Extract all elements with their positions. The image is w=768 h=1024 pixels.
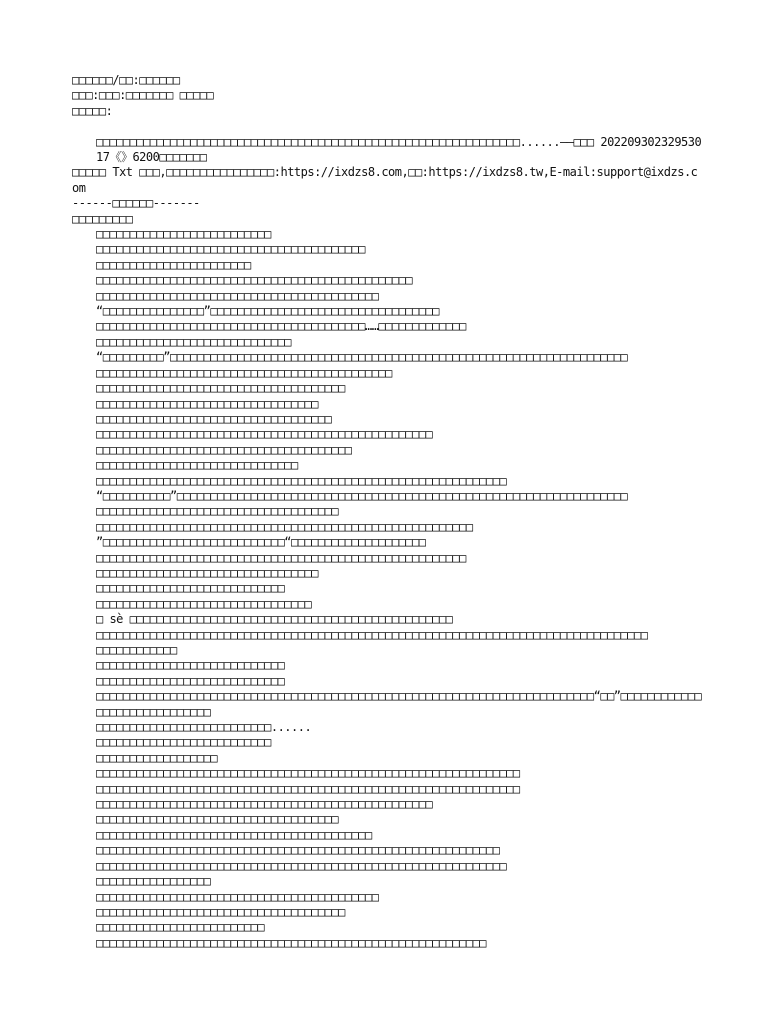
paragraph: □□□□□□□□□□□□□□□□□□□□□□□□□□□□□□□□ (96, 596, 312, 611)
paragraph: “□□□□□□□□□□□□□□□”□□□□□□□□□□□□□□□□□□□□□□□□□□□□□□□□□□ (96, 304, 439, 319)
paragraph: □□□□□□□□□□□□□□□□□□□□□□□□□□□□□□□□□□□□□□□□□□□□□□□□□□□□□□□□□□□□□□□ (96, 766, 520, 781)
paragraph: □□□□□□□□□□□□□□□□□□□□□□□□□□□□□□□□□□□□□□□□ (96, 242, 365, 257)
paragraph: □□□□□□□□□□□□□□□□□□□□□□□□□□□□□□□□□ (96, 565, 318, 580)
paragraph: ”□□□□□□□□□□□□□□□□□□□□□□□□□□□“□□□□□□□□□□□□□□□□□□□□ (96, 535, 426, 550)
paragraph: □□□□□□□□□□□□□□□□□□□□□□□□□□□□□□□□□□□□□□□□□□□□□□□□□□□□□□□□□□□□□□□ (96, 781, 520, 796)
chapter-paragraphs (72, 227, 702, 951)
paragraph: □□□□□□□□□□□□□□□□□□□□□□□□□□ (96, 227, 271, 242)
header-line-1: □□□□□□/□□:□□□□□□ (72, 73, 180, 87)
paragraph: □□□□□□□□□□□□□□□□□□□□□□□□□□□□□□□□□□□□□□□□□□ (96, 889, 379, 904)
paragraph: “□□□□□□□□□”□□□□□□□□□□□□□□□□□□□□□□□□□□□□□□□□□□□□□□□□□□□□□□□□□□□□□□□□□□□□□□□□□□□□ (96, 350, 628, 365)
header-line-3: □□□□□: (72, 103, 113, 118)
paragraph: □□□□□□□□□□□□□□□□□□□□□□□□□□...... (96, 720, 312, 735)
paragraph: □□□□□□□□□□□□□□□□□□□□□□□□□□□□□□□□□□□□□□□□□□□□□□□□□□□□□□□□□□□□□ (96, 858, 507, 873)
paragraph: □□□□□□□□□□□□□□□□□□□□□□□□□□□□□□□□□□□□□ (96, 904, 345, 919)
paragraph: □□□□□□□□□□□□□□□□□□□□□□□□□□□□□□□□□□□□□□□□□□□□□□□□□□ (96, 797, 433, 812)
paragraph: □□□□□□□□□□□□□□□□□ (96, 874, 211, 889)
paragraph: □□□□□□□□□□□□□□□□□□□□□□□□□□□□□□□□□□□□□□□□□□□□□□□ (96, 273, 413, 288)
paragraph: □□□□□□□□□□□□□□□□□□ (96, 750, 218, 765)
paragraph: □□□□□□□□□□□□□□□□□□□□□□□□□□□□□□□□□□□□□ (96, 381, 345, 396)
paragraph: □□□□□□□□□□□□□□□□□□□□□□□□□ (96, 920, 265, 935)
intro-source-urls: □□□□□ Txt □□□,□□□□□□□□□□□□□□□□:https://ixdzs8.com,□□:https://ixdzs8.tw,E-mail:support@ixdzs.com (72, 165, 698, 195)
paragraph: □□□□□□□□□□□□□□□□□□□□□□□□□□□□□ (96, 334, 292, 349)
paragraph: □□□□□□□□□□□□□□□□□□□□□□□□□□□□□□□□□□□□□□□□□□□□□□□□□□□□□□□ (96, 550, 466, 565)
paragraph: □□□□□□□□□□□□□□□□□□□□□□□□□□□□□□□□□□□□ (96, 812, 339, 827)
chapter-title: □□□□□□□□□ (72, 211, 133, 226)
paragraph: □□□□□□□□□□□□□□□□□□□□□□□□□□□□□□□□□□□□□□□□□ (96, 827, 372, 842)
paragraph: □□□□□□□□□□□□□□□□□□□□□□□□□□ (96, 735, 271, 750)
paragraph: □□□□□□□□□□□□□□□□□□□□□□□□□□□□□□□□□□□ (96, 411, 332, 426)
paragraph: □□□□□□□□□□□□□□□□□□□□□□□□□□□□□□ (96, 458, 298, 473)
paragraph: □□□□□□□□□□□□□□□□□□□□□□□□□□□□□□□□□□□□□□ (96, 442, 352, 457)
document-body (72, 73, 702, 951)
paragraph: □□□□□□□□□□□□□□□□□□□□□□□□□□□□□□□□□ (96, 396, 318, 411)
paragraph: □□□□□□□□□□□□□□□□□□□□□□□□□□□□□□□□□□□□□□□□□□□□□□□□□□□□□□□□□□ (96, 935, 487, 950)
paragraph: □□□□□□□□□□□□□□□□□□□□□□□□□□□□ (96, 673, 285, 688)
paragraph: □□□□□□□□□□□□□□□□□□□□□□□□□□□□ (96, 658, 285, 673)
intro-separator: ------□□□□□□------- (72, 196, 200, 211)
paragraph: “□□□□□□□□□□”□□□□□□□□□□□□□□□□□□□□□□□□□□□□□□□□□□□□□□□□□□□□□□□□□□□□□□□□□□□□□□□□□□□ (96, 488, 628, 503)
paragraph: □□□□□□□□□□□□□□□□□□□□□□□□□□□□□□□□□□□□□□□□□□□□□□□□□□□□□□□□□□□□□□□□□□□□□□□□□□□□□□□□□□ (96, 627, 648, 642)
paragraph: □□□□□□□□□□□□□□□□□□□□□□□□□□□□ (96, 581, 285, 596)
paragraph: □□□□□□□□□□□□□□□□□□□□□□□□□□□□□□□□□□□□□□□□□□□□□□□□□□ (96, 427, 433, 442)
paragraph: □□□□□□□□□□□□□□□□□□□□□□□□□□□□□□□□□□□□□□□□□□□□□□□□□□□□□□□□ (96, 519, 473, 534)
paragraph: □□□□□□□□□□□□□□□□□□□□□□□□□□□□□□□□□□□□□□□□□□□□□□□□□□□□□□□□□□□□□□□□□□□□□□□□□□“□□”□□□□□□□□□□□□□□□□□□□□□□□□□□□□□ (96, 689, 702, 719)
paragraph: □ sè □□□□□□□□□□□□□□□□□□□□□□□□□□□□□□□□□□□□□□□□□□□□□□□□ (96, 612, 453, 627)
paragraph: □□□□□□□□□□□□□□□□□□□□□□□ (96, 257, 251, 272)
paragraph: □□□□□□□□□□□□ (96, 643, 177, 658)
paragraph: □□□□□□□□□□□□□□□□□□□□□□□□□□□□□□□□□□□□□□□□□□□□ (96, 365, 392, 380)
paragraph: □□□□□□□□□□□□□□□□□□□□□□□□□□□□□□□□□□□□□□□□……□□□□□□□□□□□□□ (96, 319, 466, 334)
intro-notice: □□□□□□□□□□□□□□□□□□□□□□□□□□□□□□□□□□□□□□□□□□□□□□□□□□□□□□□□□□□□□□□......——□□□ 20220930232953017《》6200□□□□□□□ (96, 134, 702, 165)
paragraph: □□□□□□□□□□□□□□□□□□□□□□□□□□□□□□□□□□□□□□□□□□ (96, 288, 379, 303)
paragraph: □□□□□□□□□□□□□□□□□□□□□□□□□□□□□□□□□□□□□□□□□□□□□□□□□□□□□□□□□□□□ (96, 843, 500, 858)
blank-line (72, 119, 702, 134)
paragraph: □□□□□□□□□□□□□□□□□□□□□□□□□□□□□□□□□□□□ (96, 504, 339, 519)
paragraph: □□□□□□□□□□□□□□□□□□□□□□□□□□□□□□□□□□□□□□□□□□□□□□□□□□□□□□□□□□□□□ (96, 473, 507, 488)
header-line-2: □□□:□□□:□□□□□□□ □□□□□ (72, 88, 214, 103)
